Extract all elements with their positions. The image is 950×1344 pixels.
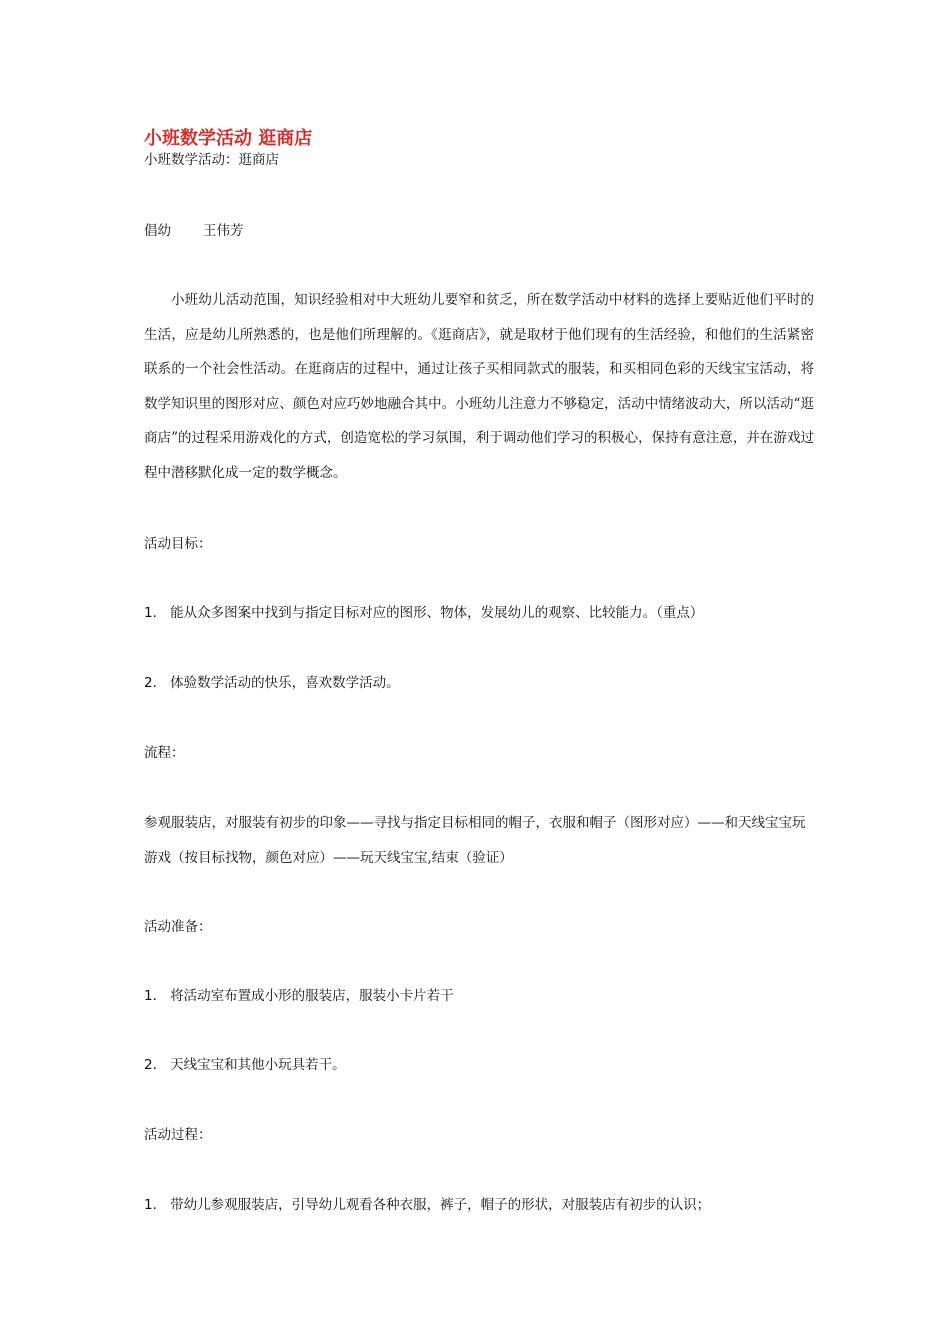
document-title: 小班数学活动 逛商店 [144, 128, 313, 149]
process-step-1 [144, 1194, 814, 1217]
prep-item-1 [144, 985, 814, 1008]
flow-paragraph: 参观服装店，对服装有初步的印象——寻找与指定目标相同的帽子，衣服和帽子（图形对应）——和天线宝宝玩游戏（按目标找物，颜色对应）——玩天线宝宝,结束（验证） [144, 815, 806, 866]
author-name: 王伟芳 [203, 223, 244, 239]
flow-heading: 流程： [144, 745, 185, 761]
document-subtitle: 小班数学活动：逛商店 [144, 152, 279, 168]
prep-item-2 [144, 1054, 814, 1077]
prep-2-text: 天线宝宝和其他小玩具若干。 [170, 1057, 346, 1073]
step-1-text: 带幼儿参观服装店，引导幼儿观看各种衣服，裤子，帽子的形状，对服装店有初步的认识； [170, 1197, 711, 1213]
goal-1-number: 1． [144, 605, 167, 621]
goal-2-number: 2． [144, 675, 167, 691]
prep-2-number: 2． [144, 1057, 167, 1073]
goal-item-1 [144, 602, 814, 625]
school-name: 倡幼 [144, 223, 171, 239]
goals-heading: 活动目标： [144, 536, 212, 552]
prep-1-number: 1． [144, 988, 167, 1004]
author-line [144, 220, 814, 243]
prep-1-text: 将活动室布置成小形的服装店，服装小卡片若干 [170, 988, 454, 1004]
intro-paragraph: 小班幼儿活动范围，知识经验相对中大班幼儿要窄和贫乏，所在数学活动中材料的选择上要贴近他们平时的生活，应是幼儿所熟悉的，也是他们所理解的。《逛商店》，就是取材于他们现有的生活经验，和他们的生活紧密联系的一个社会性活动。在逛商店的过程中，通过让孩子买相同款式的服装，和买相同色彩的天线宝宝活动，将数学知识里的图形对应、颜色对应巧妙地融合其中。小班幼儿注意力不够稳定，活动中情绪波动大，所以活动“逛商店”的过程采用游戏化的方式，创造宽松的学习氛围，利于调动他们学习的积极心，保持有意注意，并在游戏过程中潜移默化成一定的数学概念。 [144, 292, 814, 481]
goal-2-text: 体验数学活动的快乐，喜欢数学活动。 [170, 675, 400, 691]
step-1-number: 1． [144, 1197, 167, 1213]
goal-1-text: 能从众多图案中找到与指定目标对应的图形、物体，发展幼儿的观察、比较能力。（重点） [170, 605, 704, 621]
prep-heading: 活动准备： [144, 919, 212, 935]
process-heading: 活动过程： [144, 1127, 212, 1143]
goal-item-2 [144, 672, 814, 695]
